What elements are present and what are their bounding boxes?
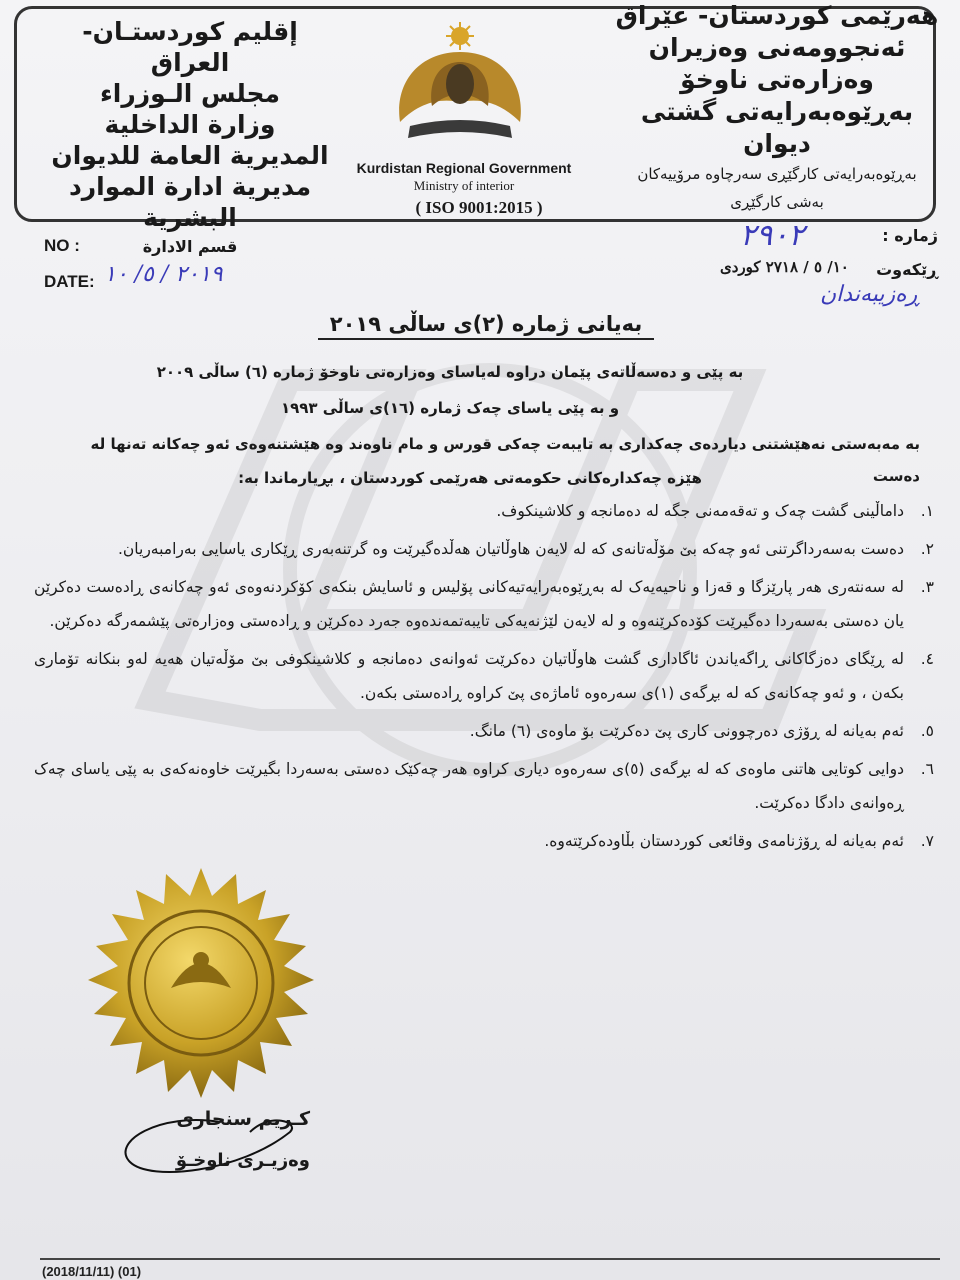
footer-text: (2018/11/11) (01) bbox=[42, 1264, 142, 1279]
list-item: ٧. ئەم بەیانە لە ڕۆژنامەی وقائعی کوردستان بڵاودەکرێتەوە. bbox=[544, 832, 934, 850]
gold-seal-icon bbox=[86, 868, 316, 1098]
arabic-directorate-line: المديرية العامة للديوان bbox=[51, 141, 329, 170]
ref-date-value: ١٠/ ٥ / ٢٧١٨ کوردی bbox=[720, 258, 849, 276]
footer-divider bbox=[40, 1258, 940, 1260]
iso-certification: ( ISO 9001:2015 ) bbox=[415, 198, 543, 217]
intro-line-4: هێزە چەکدارەکانی حکومەتی هەرێمی کوردستان ، بڕیارماندا بە: bbox=[238, 469, 702, 487]
signatory-title: وەزیـری ناوخـۆ bbox=[175, 1150, 310, 1171]
no-label: NO : bbox=[44, 236, 80, 255]
intro-line-2: و بە پێی یاسای چەک ژمارە (١٦)ی ساڵی ١٩٩٣ bbox=[280, 399, 620, 417]
list-item: ٦. دوایی کوتایی هاتنی ماوەی کە لە بڕگەی (٥)ی سەرەوە دیاری کراوە هەر چەکێک دەستی بەسەردا بگیرێت خاوەنەکەی بە پێی یاسای چەک ڕەوانەی دادگا دەکرێت. bbox=[34, 760, 934, 812]
arabic-ministry-line: وزارة الداخلية bbox=[104, 110, 276, 139]
date-label: DATE: bbox=[44, 272, 95, 291]
kurdish-ministry-line: وەزارەتی ناوخۆ bbox=[680, 65, 874, 94]
list-item: ٢. دەست بەسەرداگرتنی ئەو چەکە بێ مۆڵەتانەی کە لە لایەن هاوڵاتیان هەڵدەگیرێت وە گرتنەبەری ڕێکاری یاسایی بەرامبەریان. bbox=[117, 540, 934, 558]
kurdish-directorate-line: بەڕێوەبەرایەتی گشتی دیوان bbox=[640, 97, 914, 158]
list-item: ٥. ئەم بەیانە لە ڕۆژی دەرچوونی کاری پێ دەکرێت بۆ ماوەی (٦) مانگ. bbox=[469, 722, 934, 740]
signatory-name: کـریم سنجاری bbox=[176, 1108, 310, 1130]
arabic-hr-line: مديرية ادارة الموارد البشرية bbox=[68, 172, 312, 232]
list-item: ١. داماڵینی گشت چەک و تەقەمەنی جگە لە دەمانجە و کلاشینکوف. bbox=[496, 502, 934, 520]
statement-title: بەیانی ژمارە (٢)ی ساڵی ٢٠١٩ bbox=[318, 312, 654, 340]
kurdish-region-line: هەرێمی کوردستان- عێراق bbox=[615, 1, 939, 30]
ref-date-label: ڕێکەوت bbox=[876, 260, 938, 279]
letterhead-kurdish bbox=[612, 0, 942, 216]
date-value: ٢٠١٩ / ٥/ ١٠ bbox=[104, 262, 223, 287]
ministry-english-title: Ministry of interior bbox=[413, 178, 515, 193]
intro-line-3: بە مەبەستی نەهێشتنی دیاردەی چەکداری بە تایبەت چەکی قورس و مام ناوەند وە هێشتنەوەی ئەو چەکانە تەنها لە دەست bbox=[90, 435, 920, 485]
number-value: ٢٩٠٢ bbox=[740, 218, 805, 253]
number-label: ژمارە : bbox=[882, 226, 938, 245]
letterhead-arabic bbox=[40, 16, 340, 261]
krg-english-title: Kurdistan Regional Government bbox=[356, 160, 572, 176]
kurdish-admin-line: بەشی کارگێڕی bbox=[730, 193, 824, 211]
krg-eagle-emblem-icon bbox=[380, 22, 540, 162]
handwritten-note: ڕەزیبەندان bbox=[820, 282, 921, 307]
intro-line-1: بە پێی و دەسەڵاتەی پێمان دراوە لەیاسای وەزارەتی ناوخۆ ژمارە (٦) ساڵی ٢٠٠٩ bbox=[156, 363, 744, 381]
arabic-council-line: مجلس الـوزراء bbox=[99, 79, 281, 108]
list-item: ٤. لە ڕێگای دەزگاکانی ڕاگەیاندن ئاگاداری گشت هاوڵاتیان دەکرێت ئەوانەی دەمانجە و کلاشینکوفی بێ مۆڵەتیان هەیە لەو بنکانە تۆماری بکەن ، و ئەو چەکانەی کە لە بڕگەی (١)ی سەرەوە ئاماژەی پێ کراوە ڕادەستی بکەن. bbox=[34, 650, 934, 702]
arabic-admin-line: قسم الادارة bbox=[142, 237, 238, 256]
list-item: ٣. لە سەنتەری هەر پارێزگا و قەزا و ناحیەیەک لە بەڕێوەبەرایەتیەکانی پۆلیس و ئاسایش بنکەی کۆکردنەوەی ئەو چەکانەی ڕادەست دەکرێن یان دەستی بەسەردا دەگیرێت کۆدەکرێنەوە و لە لایەن لێژنەیەکی تایبەتمەندەوە جەرد دەکرێن و ڕادەستی وەزارەتی پێشمەرگە دەکرێن. bbox=[34, 578, 934, 630]
arabic-region-line: إقليم كوردستـان- العراق bbox=[82, 17, 298, 77]
kurdish-council-line: ئەنجوومەنی وەزیران bbox=[648, 33, 906, 62]
decision-list bbox=[34, 494, 934, 862]
kurdish-hr-line: بەڕێوەبەرایەتی کارگێڕی سەرچاوە مرۆییەکان bbox=[637, 165, 917, 183]
